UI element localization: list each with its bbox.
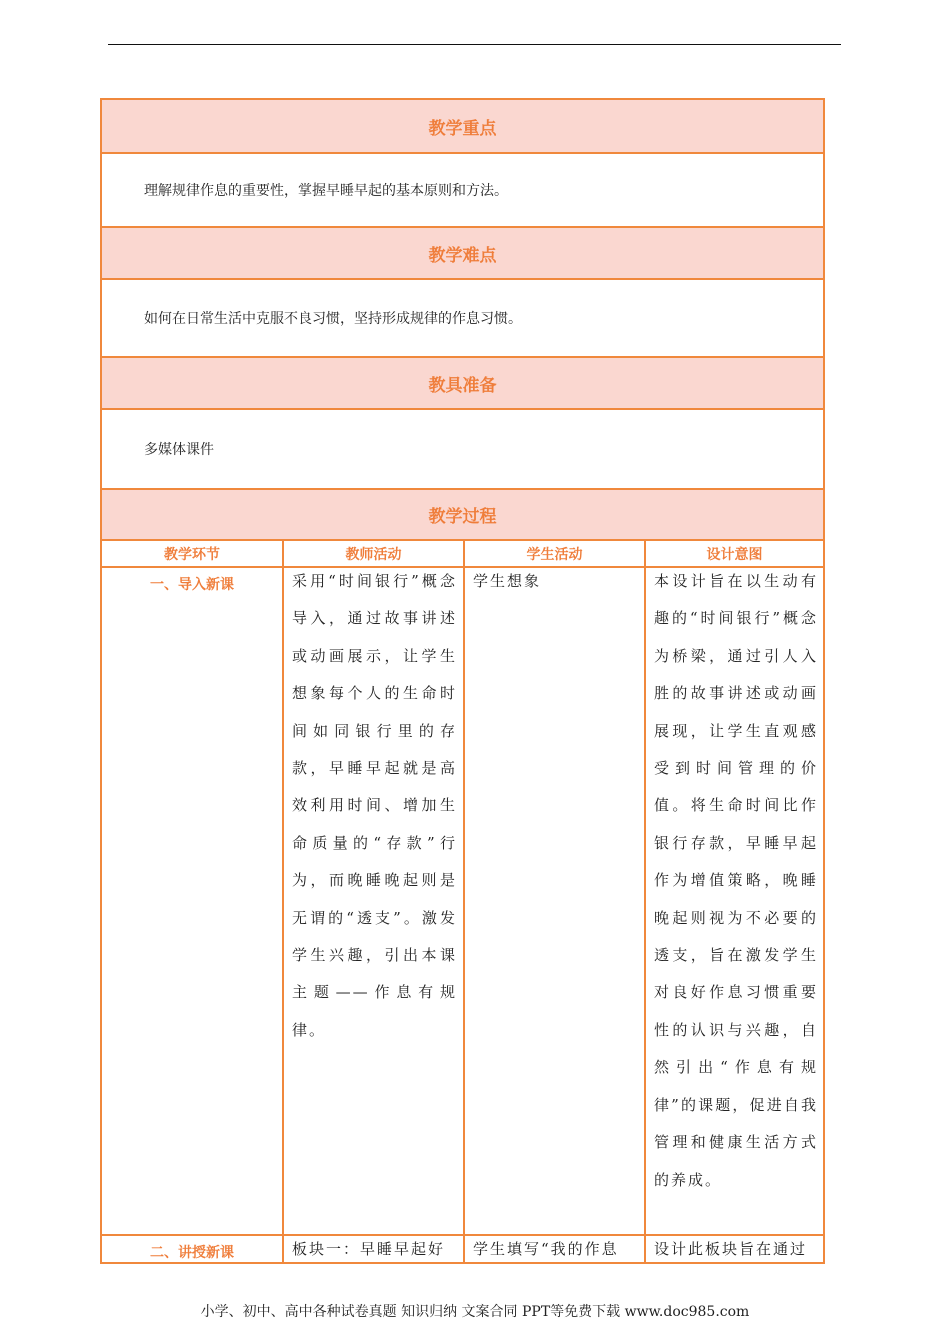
key-points-title: 教学重点 bbox=[428, 118, 497, 139]
column-header-student: 学生活动 bbox=[526, 546, 583, 563]
page-footer: 小学、初中、高中各种试卷真题 知识归纳 文案合同 PPT等免费下载 www.doc985.com bbox=[200, 1304, 750, 1320]
column-header-stage: 教学环节 bbox=[164, 546, 220, 563]
lesson-plan-table bbox=[100, 98, 825, 1264]
stage-new-lesson-label: 二、讲授新课 bbox=[150, 1245, 234, 1261]
student-activity-new-lesson: 学生填写“我的作息 bbox=[473, 1240, 619, 1258]
column-divider bbox=[644, 541, 646, 1262]
teacher-activity-new-lesson: 板块一：早睡早起好 bbox=[292, 1240, 446, 1258]
process-header bbox=[102, 490, 823, 541]
column-header-teacher: 教师活动 bbox=[345, 546, 402, 563]
design-intent-intro: 本设计旨在以生动有趣的“时间银行”概念为桥梁，通过引人入胜的故事讲述或动画展现，让学生直观感受到时间管理的价值。将生命时间比作银行存款，早睡早起作为增值策略，晚睡晚起则视为不必要的透支，旨在激发学生对良好作息习惯重要性的认识与兴趣，自然引出“作息有规律”的课题，促进自我管理和健康生活方式的养成。 bbox=[654, 572, 818, 1189]
column-header-intent: 设计意图 bbox=[706, 546, 763, 563]
design-intent-new-lesson: 设计此板块旨在通过 bbox=[654, 1240, 808, 1258]
column-divider bbox=[463, 541, 465, 1262]
materials-content: 多媒体课件 bbox=[144, 442, 214, 458]
difficulties-body bbox=[102, 280, 823, 358]
materials-title: 教具准备 bbox=[428, 375, 497, 396]
materials-body bbox=[102, 410, 823, 490]
difficulties-title: 教学难点 bbox=[428, 245, 497, 266]
key-points-content: 理解规律作息的重要性，掌握早睡早起的基本原则和方法。 bbox=[144, 183, 508, 199]
materials-header bbox=[102, 358, 823, 410]
key-points-body bbox=[102, 154, 823, 228]
difficulties-content: 如何在日常生活中克服不良习惯，坚持形成规律的作息习惯。 bbox=[144, 311, 522, 327]
student-activity-intro: 学生想象 bbox=[473, 572, 542, 590]
header-rule bbox=[108, 44, 841, 45]
difficulties-header bbox=[102, 228, 823, 280]
process-title: 教学过程 bbox=[428, 507, 497, 527]
stage-intro-label: 一、导入新课 bbox=[150, 577, 234, 593]
key-points-header bbox=[102, 100, 823, 154]
teacher-activity-intro: 采用“时间银行”概念导入，通过故事讲述或动画展示，让学生想象每个人的生命时间如同银行里的存款，早睡早起就是高效利用时间、增加生命质量的“存款”行为，而晚睡晚起则是无谓的“透支”。激发学生兴趣，引出本课主题——作息有规律。 bbox=[292, 572, 457, 1039]
column-divider bbox=[282, 541, 284, 1262]
